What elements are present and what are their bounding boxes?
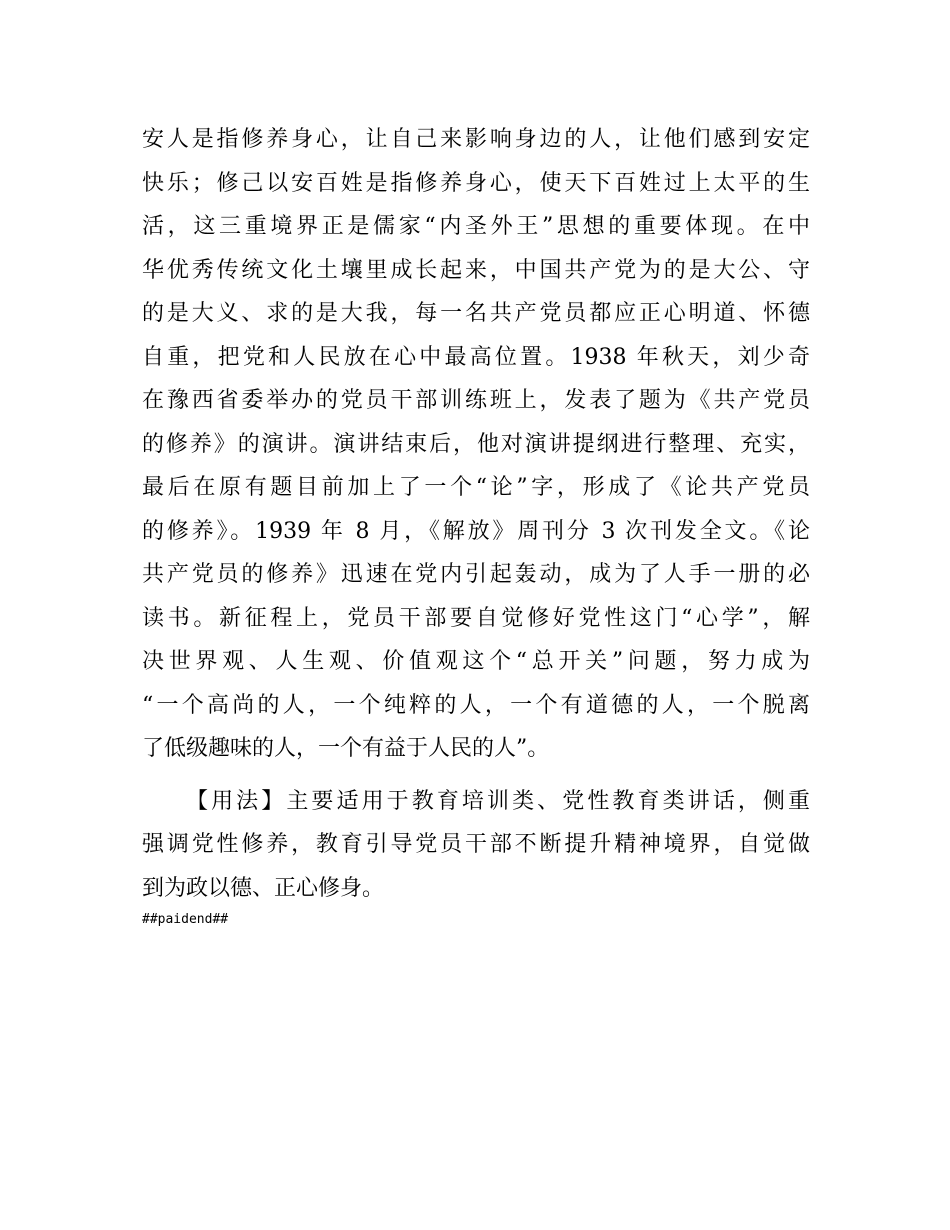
text-line: 了低级趣味的人，一个有益于人民的人”。 — [142, 736, 550, 761]
text-line: 读书。新征程上，党员干部要自觉修好党性这门“心学”，解 — [142, 605, 810, 631]
text-line: 活，这三重境界正是儒家“内圣外王”思想的重要体现。在中 — [142, 214, 810, 239]
paragraph-usage — [142, 780, 810, 911]
text-line: 的修养》的演讲。演讲结束后，他对演讲提纲进行整理、充实， — [142, 431, 810, 457]
text-line: “一个高尚的人，一个纯粹的人，一个有道德的人，一个脱离 — [142, 692, 810, 718]
text-line: 最后在原有题目前加上了一个“论”字，形成了《论共产党员 — [142, 475, 810, 500]
usage-line: 强调党性修养，教育引导党员干部不断提升精神境界，自觉做 — [142, 832, 810, 857]
text-line: 安人是指修养身心，让自己来影响身边的人，让他们感到安定 — [142, 127, 810, 152]
text-line: 华优秀传统文化土壤里成长起来，中国共产党为的是大公、守 — [142, 257, 810, 283]
text-line: 决世界观、人生观、价值观这个“总开关”问题，努力成为 — [142, 649, 810, 674]
text-line: 的修养》。1939 年 8 月，《解放》周刊分 3 次刊发全文。《论 — [142, 518, 810, 544]
text-line: 自重，把党和人民放在心中最高位置。1938 年秋天，刘少奇 — [142, 344, 810, 370]
text-line: 快乐；修己以安百姓是指修养身心，使天下百姓过上太平的生 — [142, 170, 810, 196]
document-body — [142, 118, 810, 910]
text-line: 的是大义、求的是大我，每一名共产党员都应正心明道、怀德 — [142, 301, 810, 326]
text-line: 共产党员的修养》迅速在党内引起轰动，成为了人手一册的必 — [142, 562, 810, 587]
end-marker: ##paidend## — [142, 912, 229, 927]
usage-line: 【用法】主要适用于教育培训类、党性教育类讲话，侧重 — [186, 788, 810, 814]
paragraph-quote-explanation — [142, 118, 810, 771]
usage-line: 到为政以德、正心修身。 — [142, 875, 385, 901]
text-line: 在豫西省委举办的党员干部训练班上，发表了题为《共产党员 — [142, 388, 810, 413]
